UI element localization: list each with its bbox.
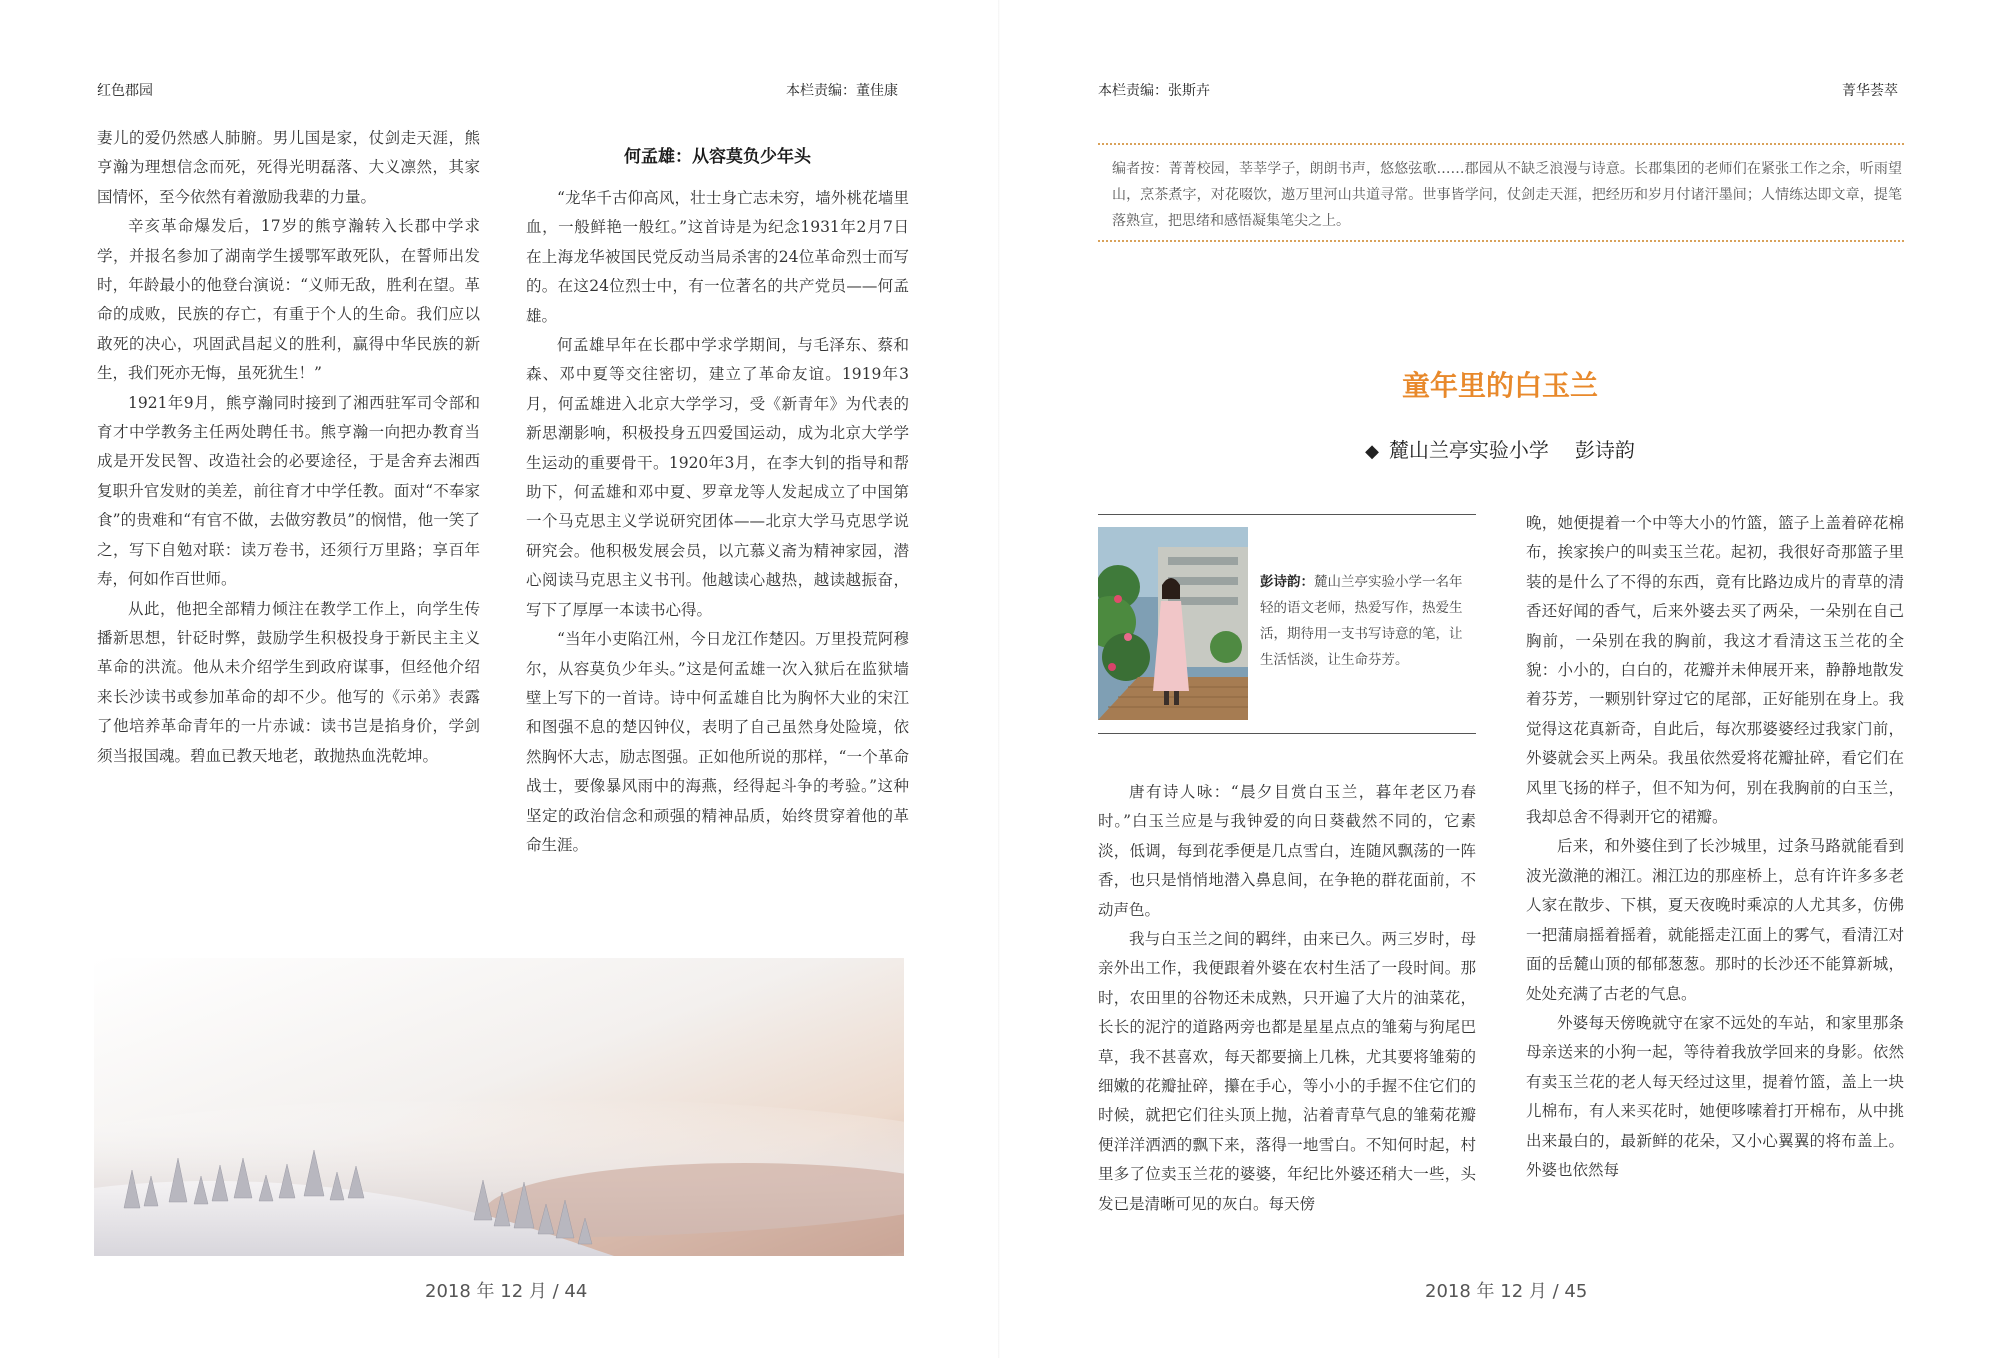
- diamond-icon: ◆: [1365, 441, 1379, 462]
- page-number: 2018 年 12 月 / 44: [425, 1281, 588, 1302]
- paragraph: 辛亥革命爆发后，17岁的熊亨瀚转入长郡中学求学，并报名参加了湖南学生援鄂军敢死队，在誓师出发时，年龄最小的他登台演说：“义师无敌，胜利在望。革命的成败，民族的存亡，有重于个人的生命。我们应以敢死的决心，巩固武昌起义的胜利，赢得中华民族的新生，我们死亦无悔，虽死犹生！”: [97, 217, 480, 383]
- paragraph: 从此，他把全部精力倾注在教学工作上，向学生传播新思想，针砭时弊，鼓励学生积极投身于新民主主义革命的洪流。他从未介绍学生到政府谋事，但经他介绍来长沙读书或参加革命的却不少。他写的《示弟》表露了他培养革命青年的一片赤诚：读书岂是掐身价，学剑须当报国魂。碧血已教天地老，敢抛热血洗乾坤。: [97, 599, 480, 765]
- column-name-header: 菁华荟萃: [1842, 83, 1898, 99]
- paragraph: 晚，她便提着一个中等大小的竹篮，篮子上盖着碎花棉布，挨家挨户的叫卖玉兰花。起初，我很好奇那篮子里装的是什么了不得的东西，竟有比路边成片的青草的清香还好闻的香气，后来外婆去买了两朵，一朵别在自己胸前，一朵别在我的胸前，我这才看清这玉兰花的全貌：小小的，白白的，花瓣并未伸展开来，静静地散发着芬芳，一颗别针穿过它的尾部，正好能别在身上。我觉得这花真新奇，自此后，每次那婆婆经过我家门前，外婆就会买上两朵。我虽依然爱将花瓣扯碎，看它们在风里飞扬的样子，但不知为何，别在我胸前的白玉兰，我却总舍不得剥开它的裙瓣。: [1526, 514, 1904, 827]
- author-bio-name: 彭诗韵：: [1260, 574, 1314, 590]
- paragraph: 我与白玉兰之间的羁绊，由来已久。两三岁时，母亲外出工作，我便跟着外婆在农村生活了一段时间。那时，农田里的谷物还未成熟，只开遍了大片的油菜花，长长的泥泞的道路两旁也都是星星点点的雏菊与狗尾巴草，我不甚喜欢，每天都要摘上几株，尤其要将雏菊的细嫩的花瓣扯碎，攥在手心，等小小的手握不住它们的时候，就把它们往头顶上抛，沾着青草气息的雏菊花瓣便洋洋洒洒的飘下来，落得一地雪白。不知何时起，村里多了位卖玉兰花的婆婆，年纪比外婆还稍大一些，头发已是清晰可见的灰白。每天傍: [1098, 930, 1476, 1213]
- paragraph: 1921年9月，熊亨瀚同时接到了湘西驻军司令部和育才中学教务主任两处聘任书。熊亨瀚一向把办教育当成是开发民智、改造社会的必要途径，于是舍弃去湘西复职升官发财的美差，前往育才中学任教。面对“不奉家食”的贵难和“有官不做，去做穷教员”的悯惜，他一笑了之，写下自勉对联：读万卷书，还须行万里路；享百年寿，何如作百世师。: [97, 393, 480, 589]
- editor-note: 编者按：菁菁校园，莘莘学子，朗朗书声，悠悠弦歌……郡园从不缺乏浪漫与诗意。长郡集团的老师们在紧张工作之余，听雨望山，烹茶煮字，对花啜饮，遨万里河山共道寻常。世事皆学问，仗剑走天涯，把经历和岁月付诸汗墨间；人情练达即文章，提笔落熟宣，把思绪和感悟凝集笔尖之上。: [1112, 161, 1902, 229]
- article-title: 童年里的白玉兰: [1401, 369, 1598, 402]
- byline-school: 麓山兰亭实验小学: [1388, 438, 1549, 462]
- editor-credit-header: 本栏责编：张斯卉: [1098, 83, 1210, 99]
- column-name-header: 红色郡园: [97, 83, 153, 99]
- paragraph: 唐有诗人咏：“晨夕目赏白玉兰，暮年老区乃春时。”白玉兰应是与我钟爱的向日葵截然不同的，它素淡，低调，每到花季便是几点雪白，连随风飘荡的一阵香，也只是悄悄地潜入鼻息间，在争艳的群花面前，不动声色。: [1098, 783, 1476, 919]
- winter-landscape-photo: [94, 958, 904, 1256]
- author-bio: [1260, 569, 1472, 673]
- paragraph: “龙华千古仰高风，壮士身亡志未穷，墙外桃花墙里血，一般鲜艳一般红。”这首诗是为纪念1931年2月7日在上海龙华被国民党反动当局杀害的24位革命烈士而写的。在这24位烈士中，有一位著名的共产党员——何孟雄。: [526, 189, 909, 325]
- paragraph: 后来，和外婆住到了长沙城里，过条马路就能看到波光潋滟的湘江。湘江边的那座桥上，总有许许多多老人家在散步、下棋，夏天夜晚时乘凉的人尤其多，仿佛一把蒲扇摇着摇着，就能摇走江面上的雾气，看清江对面的岳麓山顶的郁郁葱葱。那时的长沙还不能算新城，处处充满了古老的气息。: [1526, 837, 1904, 1003]
- left-column-2: [526, 184, 909, 860]
- editor-credit-header: 本栏责编：董佳康: [786, 83, 898, 99]
- section-subheading: 何孟雄：从容莫负少年头: [624, 147, 811, 167]
- paragraph: 何孟雄早年在长郡中学求学期间，与毛泽东、蔡和森、邓中夏等交往密切，建立了革命友谊。1919年3月，何孟雄进入北京大学学习，受《新青年》为代表的新思潮影响，积极投身五四爱国运动，成为北京大学学生运动的重要骨干。1920年3月，在李大钊的指导和帮助下，何孟雄和邓中夏、罗章龙等人发起成立了中国第一个马克思主义学说研究团体——北京大学马克思学说研究会。他积极发展会员，以亢慕义斋为精神家园，潜心阅读马克思主义书刊。他越读心越热，越读越振奋，写下了厚厚一本读书心得。: [526, 336, 909, 619]
- author-photo: [1098, 527, 1248, 720]
- paragraph: 外婆每天傍晚就守在家不远处的车站，和家里那条母亲送来的小狗一起，等待着我放学回来的身影。依然有卖玉兰花的老人每天经过这里，提着竹篮，盖上一块儿棉布，有人来买花时，她便哆嗦着打开棉布，从中挑出来最白的，最新鲜的花朵，又小心翼翼的将布盖上。外婆也依然每: [1526, 1013, 1904, 1179]
- byline-author: 彭诗韵: [1574, 438, 1635, 462]
- right-page: [1000, 0, 2000, 1358]
- note-bottom-rule: [1098, 240, 1904, 242]
- author-bio-text: 麓山兰亭实验小学一名年轻的语文老师，热爱写作，热爱生活，期待用一支书写诗意的笔，让生活恬淡，让生命芬芳。: [1260, 574, 1463, 668]
- paragraph: 妻儿的爱仍然感人肺腑。男儿国是家，仗剑走天涯，熊亨瀚为理想信念而死，死得光明磊落、大义凛然，其家国情怀，至今依然有着激励我辈的力量。: [97, 129, 480, 206]
- author-profile-box: [1098, 514, 1476, 734]
- right-column-2: [1526, 509, 1904, 1185]
- byline: [1000, 434, 2000, 463]
- left-column-1: [97, 124, 480, 771]
- right-column-1: [1098, 778, 1476, 1219]
- note-top-rule: [1098, 143, 1904, 145]
- page-number: 2018 年 12 月 / 45: [1425, 1281, 1588, 1302]
- paragraph: “当年小吏陷江州，今日龙江作楚囚。万里投荒阿穆尔，从容莫负少年头。”这是何孟雄一次入狱后在监狱墙壁上写下的一首诗。诗中何孟雄自比为胸怀大业的宋江和图强不息的楚囚钟仪，表明了自己虽然身处险境，依然胸怀大志，励志图强。正如他所说的那样，“一个革命战士，要像暴风雨中的海燕，经得起斗争的考验。”这种坚定的政治信念和顽强的精神品质，始终贯穿着他的革命生涯。: [526, 630, 909, 854]
